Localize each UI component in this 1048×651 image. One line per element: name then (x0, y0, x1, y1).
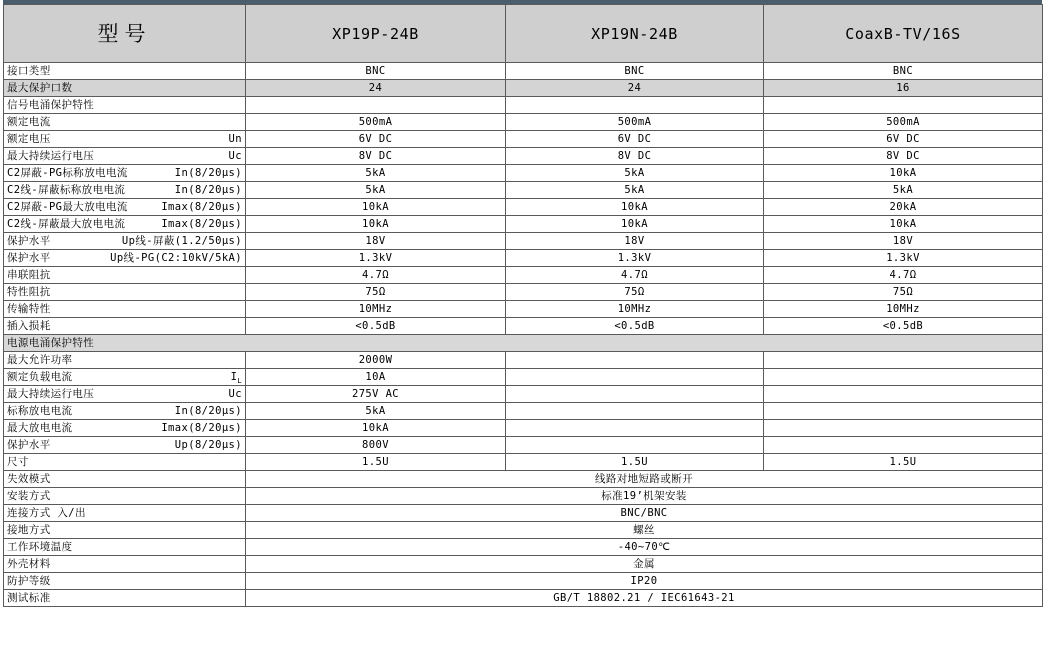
spec-label: 传输特性 (7, 303, 51, 315)
spec-label-cell: 连接方式 入/出 (4, 505, 246, 522)
spec-label-cell (4, 131, 246, 148)
spec-value-cell: BNC (764, 63, 1043, 80)
spec-value-cell (764, 403, 1043, 420)
spec-label: 特性阻抗 (7, 286, 51, 298)
spec-label-cell: 接地方式 (4, 522, 246, 539)
spec-condition: In(8/20μs) (174, 184, 242, 196)
table-row (4, 114, 1043, 131)
table-row (4, 505, 1043, 522)
spec-value-cell (764, 369, 1043, 386)
spec-value-cell: 275V AC (246, 386, 506, 403)
spec-condition: Imax(8/20μs) (161, 201, 242, 213)
table-row (4, 590, 1043, 607)
spec-value-cell (506, 97, 764, 114)
spec-label-cell (4, 437, 246, 454)
spec-label: 标称放电电流 (7, 405, 73, 417)
spec-label-cell (4, 386, 246, 403)
spec-label-cell (4, 352, 246, 369)
spec-label-cell (4, 216, 246, 233)
spec-condition: Up线-屏蔽(1.2/50μs) (121, 235, 242, 247)
spec-value-cell: 5kA (506, 165, 764, 182)
table-row (4, 216, 1043, 233)
spec-label-cell (4, 63, 246, 80)
spec-shared-value-cell: -40~70℃ (246, 539, 1043, 556)
spec-label-cell: 外壳材料 (4, 556, 246, 573)
spec-label: 保护水平 (7, 235, 51, 247)
spec-label-cell: 测试标准 (4, 590, 246, 607)
spec-condition: Uc (228, 150, 242, 162)
spec-shared-value-cell: 金属 (246, 556, 1043, 573)
spec-value-cell: BNC (506, 63, 764, 80)
spec-value-cell: 20kA (764, 199, 1043, 216)
spec-value-cell (506, 437, 764, 454)
spec-value-cell: <0.5dB (506, 318, 764, 335)
spec-value-cell (764, 352, 1043, 369)
spec-value-cell: 800V (246, 437, 506, 454)
spec-value-cell: 10MHz (246, 301, 506, 318)
spec-value-cell: BNC (246, 63, 506, 80)
spec-label: 尺寸 (7, 456, 29, 468)
table-row (4, 301, 1043, 318)
spec-value-cell: 8V DC (764, 148, 1043, 165)
spec-label: 保护水平 (7, 252, 51, 264)
table-row (4, 182, 1043, 199)
table-row (4, 267, 1043, 284)
spec-label-cell (4, 114, 246, 131)
spec-label-cell (4, 80, 246, 97)
spec-condition: Un (228, 133, 242, 145)
signal-rows (4, 63, 1043, 335)
spec-value-cell: 1.5U (506, 454, 764, 471)
spec-shared-value-cell: IP20 (246, 573, 1043, 590)
spec-label: 信号电涌保护特性 (7, 99, 95, 111)
spec-value-cell: 18V (506, 233, 764, 250)
spec-value-cell: 10kA (246, 199, 506, 216)
spec-value-cell: 1.3kV (506, 250, 764, 267)
spec-condition: Imax(8/20μs) (161, 422, 242, 434)
spec-value-cell: 10kA (764, 165, 1043, 182)
table-row (4, 165, 1043, 182)
spec-value-cell: 5kA (246, 403, 506, 420)
spec-value-cell: 4.7Ω (764, 267, 1043, 284)
spec-value-cell: 4.7Ω (506, 267, 764, 284)
model-header: 型号 (4, 5, 246, 63)
spec-shared-value-cell: 标准19’机架安装 (246, 488, 1043, 505)
spec-value-cell: 10kA (506, 216, 764, 233)
spec-label-cell (4, 403, 246, 420)
spec-value-cell (506, 420, 764, 437)
table-row (4, 80, 1043, 97)
spec-label-cell (4, 284, 246, 301)
spec-value-cell (506, 369, 764, 386)
spec-condition (231, 369, 242, 385)
spec-value-cell: 500mA (506, 114, 764, 131)
table-row (4, 233, 1043, 250)
spec-value-cell: 5kA (506, 182, 764, 199)
product-header: XP19P-24B (246, 5, 506, 63)
spec-value-cell: 5kA (764, 182, 1043, 199)
table-row (4, 403, 1043, 420)
table-row (4, 284, 1043, 301)
table-row (4, 420, 1043, 437)
spec-label-cell (4, 199, 246, 216)
spec-label-cell (4, 165, 246, 182)
spec-condition: In(8/20μs) (174, 405, 242, 417)
table-row (4, 199, 1043, 216)
spec-label-cell (4, 369, 246, 386)
spec-value-cell: 24 (506, 80, 764, 97)
spec-label-cell: 防护等级 (4, 573, 246, 590)
spec-value-cell: 6V DC (764, 131, 1043, 148)
spec-condition-symbol: I (230, 371, 238, 383)
spec-value-cell (246, 97, 506, 114)
header-row (4, 5, 1043, 63)
spec-label: 最大持续运行电压 (7, 388, 95, 400)
spec-label-cell (4, 233, 246, 250)
spec-value-cell: 10kA (246, 420, 506, 437)
spec-label: C2屏蔽-PG最大放电电流 (7, 201, 128, 213)
spec-table (3, 4, 1043, 607)
spec-value-cell: 6V DC (506, 131, 764, 148)
spec-label: 插入损耗 (7, 320, 51, 332)
spec-label-cell (4, 420, 246, 437)
spec-value-cell: 2000W (246, 352, 506, 369)
spec-value-cell: 75Ω (764, 284, 1043, 301)
spec-label-cell (4, 148, 246, 165)
spec-value-cell: 1.3kV (764, 250, 1043, 267)
spec-value-cell: 10A (246, 369, 506, 386)
table-row (4, 454, 1043, 471)
spec-value-cell: 500mA (764, 114, 1043, 131)
table-row (4, 488, 1043, 505)
spec-shared-value-cell: BNC/BNC (246, 505, 1043, 522)
spec-label: C2线-屏蔽最大放电电流 (7, 218, 126, 230)
spec-label: 最大放电电流 (7, 422, 73, 434)
table-row (4, 148, 1043, 165)
spec-value-cell: <0.5dB (764, 318, 1043, 335)
power-rows (4, 335, 1043, 471)
spec-value-cell: 1.5U (764, 454, 1043, 471)
spec-label: 串联阻抗 (7, 269, 51, 281)
spec-label: 保护水平 (7, 439, 51, 451)
spec-value-cell: 4.7Ω (246, 267, 506, 284)
spec-value-cell: 10kA (246, 216, 506, 233)
table-row (4, 522, 1043, 539)
spec-value-cell: 18V (246, 233, 506, 250)
spec-value-cell: 8V DC (246, 148, 506, 165)
table-row (4, 250, 1043, 267)
spec-value-cell (506, 403, 764, 420)
spec-condition: Imax(8/20μs) (161, 218, 242, 230)
table-row (4, 437, 1043, 454)
spec-value-cell: 16 (764, 80, 1043, 97)
spec-shared-value-cell: 线路对地短路或断开 (246, 471, 1043, 488)
spec-label-cell: 工作环境温度 (4, 539, 246, 556)
table-row (4, 131, 1043, 148)
spec-label-cell (4, 454, 246, 471)
spec-label: 额定电压 (7, 133, 51, 145)
spec-value-cell: 75Ω (506, 284, 764, 301)
spec-value-cell (764, 420, 1043, 437)
spec-value-cell (764, 437, 1043, 454)
spec-label-cell (4, 97, 246, 114)
spec-label: 最大保护口数 (7, 82, 73, 94)
spec-value-cell: 18V (764, 233, 1043, 250)
spec-value-cell: 5kA (246, 165, 506, 182)
spec-value-cell: 8V DC (506, 148, 764, 165)
spec-value-cell: 10kA (764, 216, 1043, 233)
table-row (4, 386, 1043, 403)
table-row (4, 539, 1043, 556)
spec-value-cell: 75Ω (246, 284, 506, 301)
table-row (4, 352, 1043, 369)
table-row (4, 573, 1043, 590)
spec-label-cell: 安装方式 (4, 488, 246, 505)
spec-shared-value-cell: GB/T 18802.21 / IEC61643-21 (246, 590, 1043, 607)
spec-label: C2屏蔽-PG标称放电电流 (7, 167, 128, 179)
spec-label-cell (4, 318, 246, 335)
spec-value-cell (764, 386, 1043, 403)
section-header-row (4, 335, 1043, 352)
table-row (4, 369, 1043, 386)
spec-label-cell: 失效模式 (4, 471, 246, 488)
spec-value-cell: 10MHz (506, 301, 764, 318)
spec-value-cell: 500mA (246, 114, 506, 131)
spec-value-cell (764, 97, 1043, 114)
spec-label-cell (4, 182, 246, 199)
product-header: CoaxB-TV/16S (764, 5, 1043, 63)
spec-label-cell (4, 250, 246, 267)
spec-value-cell: <0.5dB (246, 318, 506, 335)
spec-label: C2线-屏蔽标称放电电流 (7, 184, 126, 196)
spec-label: 接口类型 (7, 65, 51, 77)
spec-value-cell: 6V DC (246, 131, 506, 148)
spec-value-cell (506, 386, 764, 403)
spec-value-cell (506, 352, 764, 369)
spec-shared-value-cell: 螺丝 (246, 522, 1043, 539)
spec-condition: In(8/20μs) (174, 167, 242, 179)
spec-value-cell: 5kA (246, 182, 506, 199)
spec-label-cell (4, 267, 246, 284)
spec-condition-subscript: L (237, 377, 242, 386)
spec-value-cell: 1.5U (246, 454, 506, 471)
table-row (4, 318, 1043, 335)
table-row (4, 556, 1043, 573)
table-row (4, 471, 1043, 488)
spec-label-cell (4, 301, 246, 318)
spec-label: 额定负载电流 (7, 371, 73, 383)
spec-value-cell: 1.3kV (246, 250, 506, 267)
spec-condition: Uc (228, 388, 242, 400)
section-title: 电源电涌保护特性 (4, 335, 1043, 352)
product-header: XP19N-24B (506, 5, 764, 63)
spec-condition: Up(8/20μs) (174, 439, 242, 451)
spec-label: 额定电流 (7, 116, 51, 128)
spec-condition: Up线-PG(C2:10kV/5kA) (110, 252, 242, 264)
spec-value-cell: 10MHz (764, 301, 1043, 318)
spec-value-cell: 24 (246, 80, 506, 97)
spec-label: 最大允许功率 (7, 354, 73, 366)
table-row (4, 97, 1043, 114)
table-row (4, 63, 1043, 80)
spec-value-cell: 10kA (506, 199, 764, 216)
spec-label: 最大持续运行电压 (7, 150, 95, 162)
common-rows (4, 471, 1043, 607)
